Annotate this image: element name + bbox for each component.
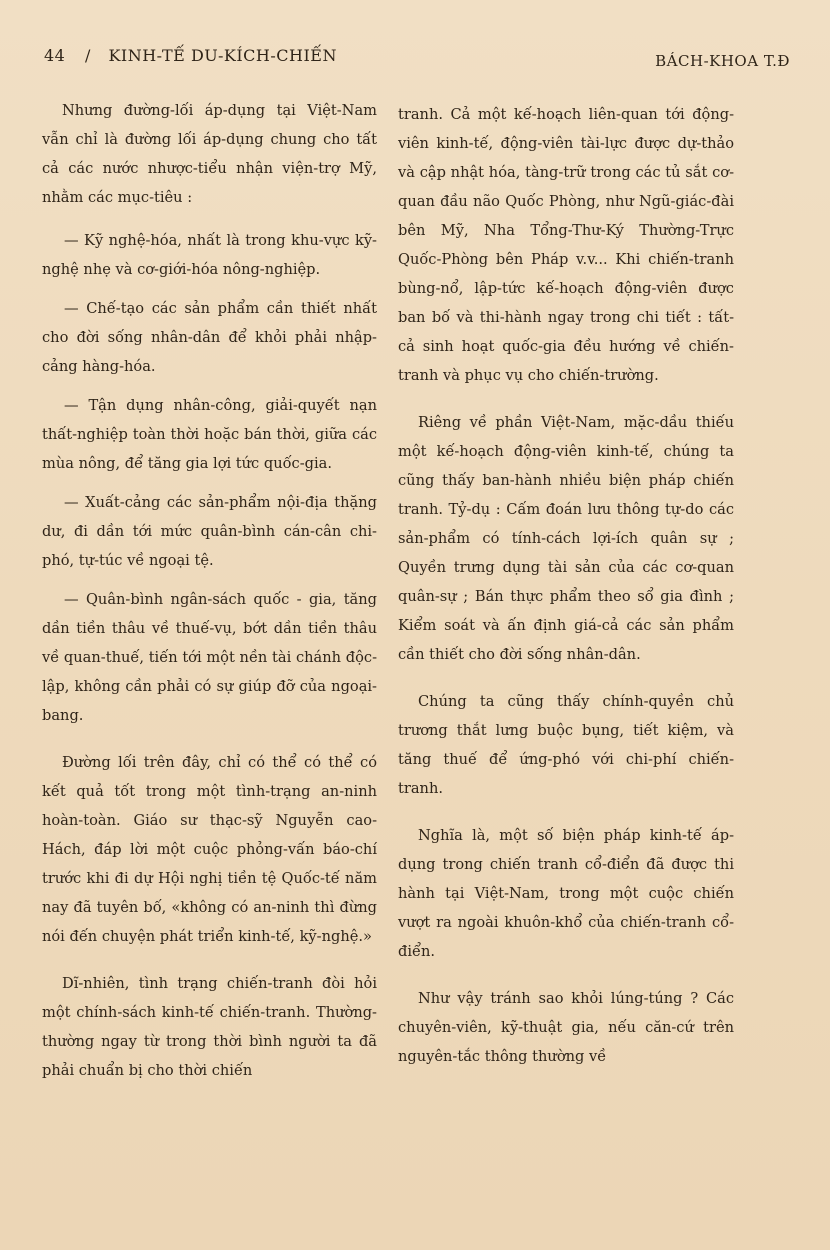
paragraph: Chúng ta cũng thấy chính-quyền chủ trương thắt lưng buộc bụng, tiết kiệm, và tăng thuế để ứng-phó với chi-phí chiến-tranh. [398,693,734,797]
list-item: — Tận dụng nhân-công, giải-quyết nạn thất-nghiệp toàn thời hoặc bán thời, giữa các mùa nông, để tăng gia lợi tức quốc-gia. [42,397,377,472]
paragraph: Như vậy tránh sao khỏi lúng-túng ? Các chuyên-viên, kỹ-thuật gia, nếu căn-cứ trên nguyên-tắc thông thường về [398,990,734,1065]
paragraph: Nghĩa là, một số biện pháp kinh-tế áp-dụng trong chiến tranh cổ-điển đã được thi hành tại Việt-Nam, trong một cuộc chiến vượt ra ngoài khuôn-khổ của chiến-tranh cổ-điển. [398,827,734,960]
list-item: — Chế-tạo các sản phẩm cần thiết nhất cho đời sống nhân-dân để khỏi phải nhập-cảng hàng-hóa. [42,300,377,375]
paragraph: Nhưng đường-lối áp-dụng tại Việt-Nam vẫn chỉ là đường lối áp-dụng chung cho tất cả các nước nhược-tiểu nhận viện-trợ Mỹ, nhằm các mục-tiêu : [42,102,377,206]
header-left [44,46,337,65]
list-item: — Xuất-cảng các sản-phẩm nội-địa thặng dư, đi dần tới mức quân-bình cán-cân chi-phó, tự-túc về ngoại tệ. [42,494,377,569]
list-item: — Kỹ nghệ-hóa, nhất là trong khu-vực kỹ-nghệ nhẹ và cơ-giới-hóa nông-nghiệp. [42,232,377,278]
paragraph: Dĩ-nhiên, tình trạng chiến-tranh đòi hỏi một chính-sách kinh-tế chiến-tranh. Thường-thường ngay từ trong thời bình người ta đã phải chuẩn bị cho thời chiến [42,975,377,1079]
magazine-name: BÁCH-KHOA T.Đ [655,52,790,70]
article-title: KINH-TẾ DU-KÍCH-CHIẾN [108,46,337,65]
paragraph: tranh. Cả một kế-hoạch liên-quan tới động-viên kinh-tế, động-viên tài-lực được dự-thảo và cập nhật hóa, tàng-trữ trong các tủ sắt cơ-quan đầu não Quốc Phòng, như Ngũ-giác-đài bên Mỹ, Nha Tổng-Thư-Ký Thường-Trực Quốc-Phòng bên Pháp v.v... Khi chiến-tranh bùng-nổ, lập-tức kế-hoạch động-viên được ban bố và thi-hành ngay trong chi tiết : tất-cả sinh hoạt quốc-gia đều hướng về chiến-tranh và phục vụ cho chiến-trường. [398,106,734,384]
header-separator: / [84,46,91,65]
paragraph: Đường lối trên đây, chỉ có thể có thể có kết quả tốt trong một tình-trạng an-ninh hoàn-toàn. Giáo sư thạc-sỹ Nguyễn cao-Hách, đáp lời một cuộc phỏng-vấn báo-chí trước khi đi dự Hội nghị tiền tệ Quốc-tế năm nay đã tuyên bố, «không có an-ninh thì đừng nói đến chuyện phát triển kinh-tế, kỹ-nghệ.» [42,754,377,945]
right-column [398,100,734,1085]
list-item: — Quân-bình ngân-sách quốc - gia, tăng dần tiền thâu về thuế-vụ, bớt dần tiền thâu về quan-thuế, tiến tới một nền tài chánh độc-lập, không cần phải có sự giúp đỡ của ngoại-bang. [42,591,377,724]
page-number: 44 [44,46,66,65]
paragraph: Riêng về phần Việt-Nam, mặc-dầu thiếu một kế-hoạch động-viên kinh-tế, chúng ta cũng thấy ban-hành nhiều biện pháp chiến tranh. Tỷ-dụ : Cấm đoán lưu thông tự-do các sản-phẩm có tính-cách lợi-ích quân sự ; Quyền trưng dụng tài sản của các cơ-quan quân-sự ; Bán thực phẩm theo sổ gia đình ; Kiểm soát và ấn định giá-cả các sản phẩm cần thiết cho đời sống nhân-dân. [398,414,734,663]
left-column [42,96,377,1099]
page-header [44,46,790,72]
